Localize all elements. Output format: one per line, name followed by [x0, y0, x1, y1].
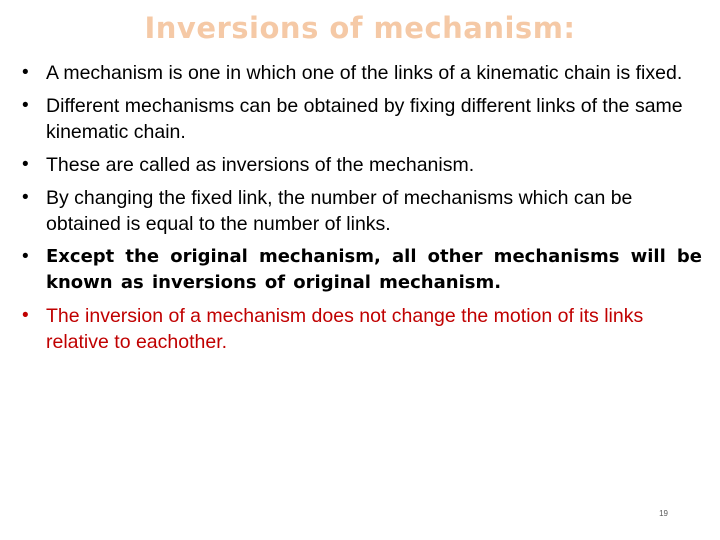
bullet-icon: • — [22, 154, 29, 175]
bullet-item-except-original — [22, 244, 702, 296]
bullet-icon: • — [22, 187, 29, 208]
bullet-item-changing-fixed-link — [22, 185, 702, 237]
bullet-list — [22, 60, 702, 362]
bullet-item-different-mechanisms — [22, 93, 702, 145]
bullet-icon: • — [22, 95, 29, 116]
bullet-item-definition — [22, 60, 702, 86]
bullet-item-called-inversions — [22, 152, 702, 178]
bullet-text: Different mechanisms can be obtained by fixing different links of the same kinematic chain. — [46, 95, 683, 143]
bullet-text: A mechanism is one in which one of the links of a kinematic chain is fixed. — [46, 62, 683, 84]
bullet-text: The inversion of a mechanism does not change the motion of its links relative to eachother. — [46, 305, 644, 353]
bullet-text: By changing the fixed link, the number of mechanisms which can be obtained is equal to the number of links. — [46, 187, 633, 235]
bullet-icon: • — [22, 246, 29, 267]
bullet-text: Except the original mechanism, all other mechanisms will be known as inversions of original mechanism. — [46, 246, 702, 293]
bullet-text: These are called as inversions of the mechanism. — [46, 154, 475, 176]
bullet-icon: • — [22, 305, 29, 326]
bullet-icon: • — [22, 62, 29, 83]
slide-title: Inversions of mechanism: — [144, 11, 576, 45]
bullet-item-relative-motion — [22, 303, 702, 355]
page-number: 19 — [659, 509, 668, 518]
